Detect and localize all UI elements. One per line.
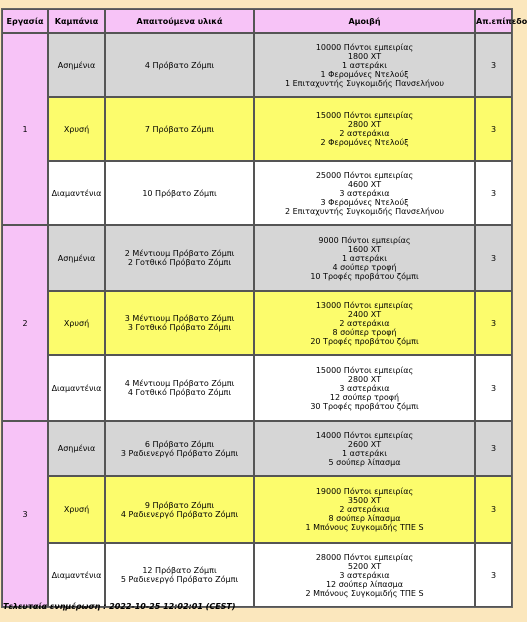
material-line: 3 Γοτθικό Πρόβατο Ζόμπι	[127, 323, 232, 332]
level-cell: 3	[475, 291, 512, 355]
reward-cell	[254, 33, 475, 97]
material-line: 4 Ραδιενεργό Πρόβατο Ζόμπι	[120, 509, 239, 519]
table-row	[2, 225, 512, 291]
reward-line: 3 αστεράκια	[339, 570, 390, 580]
reward-cell	[254, 476, 475, 543]
reward-line: 1 Επιταχυντής Συγκομιδής Πανσελήνου	[284, 78, 445, 88]
reward-line: 1 αστεράκι	[342, 448, 387, 458]
level-cell: 3	[475, 225, 512, 291]
reward-line: 15000 Πόντοι εμπειρίας	[315, 111, 414, 120]
reward-line: 28000 Πόντοι εμπειρίας	[315, 552, 414, 562]
reward-line: 5200 ΧΤ	[347, 561, 382, 571]
material-line: 4 Πρόβατο Ζόμπι	[144, 60, 215, 70]
campaign-cell: Διαμαντένια	[48, 161, 105, 225]
level-cell: 3	[475, 161, 512, 225]
materials-cell	[105, 33, 254, 97]
reward-line: 3 Φερομόνες Ντελούξ	[320, 197, 409, 207]
material-line: 7 Πρόβατο Ζόμπι	[144, 124, 215, 134]
reward-line: 30 Τροφές προβάτου ζόμπι	[310, 401, 419, 411]
level-cell: 3	[475, 97, 512, 161]
reward-line: 14000 Πόντοι εμπειρίας	[315, 430, 414, 440]
campaign-cell: Ασημένια	[48, 421, 105, 476]
reward-line: 5 σούπερ λίπασμα	[328, 457, 401, 467]
reward-line: 3 αστεράκια	[339, 188, 390, 198]
materials-cell	[105, 291, 254, 355]
materials-cell	[105, 161, 254, 225]
table-row	[2, 476, 512, 543]
reward-line: 2 αστεράκια	[339, 505, 390, 514]
reward-line: 1 αστεράκι	[342, 253, 387, 263]
reward-line: 15000 Πόντοι εμπειρίας	[315, 365, 414, 375]
material-line: 3 Ραδιενεργό Πρόβατο Ζόμπι	[120, 448, 239, 458]
material-line: 2 Γοτθικό Πρόβατο Ζόμπι	[127, 258, 232, 267]
reward-line: 4 σούπερ τροφή	[332, 262, 397, 272]
materials-cell	[105, 97, 254, 161]
materials-cell	[105, 543, 254, 607]
reward-line: 1 Φερομόνες Ντελούξ	[320, 69, 409, 79]
header-reward: Αμοιβή	[254, 9, 475, 33]
reward-line: 2 αστεράκια	[339, 129, 390, 138]
table-row	[2, 291, 512, 355]
reward-line: 2800 ΧΤ	[347, 374, 382, 384]
reward-line: 10000 Πόντοι εμπειρίας	[315, 42, 414, 52]
header-task: Εργασία	[2, 9, 48, 33]
table-row	[2, 355, 512, 421]
reward-line: 2 αστεράκια	[339, 318, 390, 328]
reward-line: 9000 Πόντοι εμπειρίας	[318, 235, 411, 245]
header-level: Απ.επίπεδο	[475, 9, 512, 33]
reward-line: 1600 ΧΤ	[347, 244, 382, 254]
last-updated: Τελευταία ενημέρωση : 2022-10-25 12:02:01 (CEST)	[3, 602, 236, 611]
reward-line: 2400 ΧΤ	[347, 309, 382, 319]
reward-line: 12 σούπερ τροφή	[329, 392, 400, 402]
campaign-cell: Διαμαντένια	[48, 543, 105, 607]
campaign-cell: Χρυσή	[48, 476, 105, 543]
materials-cell	[105, 421, 254, 476]
reward-line: 4600 ΧΤ	[347, 179, 382, 189]
material-line: 5 Ραδιενεργό Πρόβατο Ζόμπι	[120, 575, 239, 584]
table-row	[2, 421, 512, 476]
reward-line: 1800 ΧΤ	[347, 51, 382, 61]
campaign-cell: Χρυσή	[48, 97, 105, 161]
table-row	[2, 97, 512, 161]
materials-cell	[105, 476, 254, 543]
materials-cell	[105, 355, 254, 421]
reward-cell	[254, 291, 475, 355]
material-line: 6 Πρόβατο Ζόμπι	[144, 439, 215, 449]
reward-line: 2600 ΧΤ	[347, 439, 382, 449]
reward-line: 8 σούπερ τροφή	[332, 327, 397, 337]
reward-line: 8 σούπερ λίπασμα	[328, 514, 401, 523]
reward-line: 2 Φερομόνες Ντελούξ	[320, 138, 409, 147]
material-line: 9 Πρόβατο Ζόμπι	[144, 500, 215, 510]
reward-line: 1 αστεράκι	[342, 60, 387, 70]
materials-cell	[105, 225, 254, 291]
table-row	[2, 161, 512, 225]
reward-line: 2800 ΧΤ	[347, 120, 382, 129]
level-cell: 3	[475, 33, 512, 97]
campaign-cell: Ασημένια	[48, 33, 105, 97]
material-line: 4 Μέντιουμ Πρόβατο Ζόμπι	[124, 379, 235, 388]
reward-line: 10 Τροφές προβάτου ζόμπι	[310, 271, 419, 281]
reward-line: 2 Επιταχυντής Συγκομιδής Πανσελήνου	[284, 206, 445, 216]
task-number: 3	[2, 421, 48, 607]
material-line: 3 Μέντιουμ Πρόβατο Ζόμπι	[124, 314, 235, 323]
campaign-cell: Χρυσή	[48, 291, 105, 355]
material-line: 12 Πρόβατο Ζόμπι	[142, 566, 217, 575]
reward-cell	[254, 97, 475, 161]
reward-line: 3 αστεράκια	[339, 383, 390, 393]
reward-line: 25000 Πόντοι εμπειρίας	[315, 170, 414, 180]
reward-cell	[254, 421, 475, 476]
reward-cell	[254, 225, 475, 291]
level-cell: 3	[475, 421, 512, 476]
reward-cell	[254, 161, 475, 225]
reward-line: 3500 ΧΤ	[347, 496, 382, 505]
header-materials: Απαιτούμενα υλικά	[105, 9, 254, 33]
level-cell: 3	[475, 355, 512, 421]
material-line: 2 Μέντιουμ Πρόβατο Ζόμπι	[124, 249, 235, 258]
reward-line: 20 Τροφές προβάτου ζόμπι	[310, 336, 419, 346]
table-body	[2, 33, 512, 607]
task-number: 2	[2, 225, 48, 421]
campaign-cell: Ασημένια	[48, 225, 105, 291]
reward-line: 19000 Πόντοι εμπειρίας	[315, 487, 414, 496]
reward-line: 2 Μπόνους Συγκομιδής ΤΠΕ S	[305, 588, 424, 598]
header-campaign: Καμπάνια	[48, 9, 105, 33]
reward-line: 1 Μπόνους Συγκομιδής ΤΠΕ S	[305, 523, 424, 532]
task-number: 1	[2, 33, 48, 225]
material-line: 4 Γοτθικό Πρόβατο Ζόμπι	[127, 388, 232, 397]
material-line: 10 Πρόβατο Ζόμπι	[142, 188, 217, 198]
table-row	[2, 33, 512, 97]
campaign-table	[1, 8, 527, 608]
level-cell: 3	[475, 543, 512, 607]
level-cell: 3	[475, 476, 512, 543]
reward-line: 13000 Πόντοι εμπειρίας	[315, 300, 414, 310]
reward-cell	[254, 543, 475, 607]
reward-line: 12 σούπερ λίπασμα	[325, 579, 404, 589]
reward-cell	[254, 355, 475, 421]
table-row	[2, 543, 512, 607]
campaign-cell: Διαμαντένια	[48, 355, 105, 421]
header-row	[2, 9, 512, 33]
